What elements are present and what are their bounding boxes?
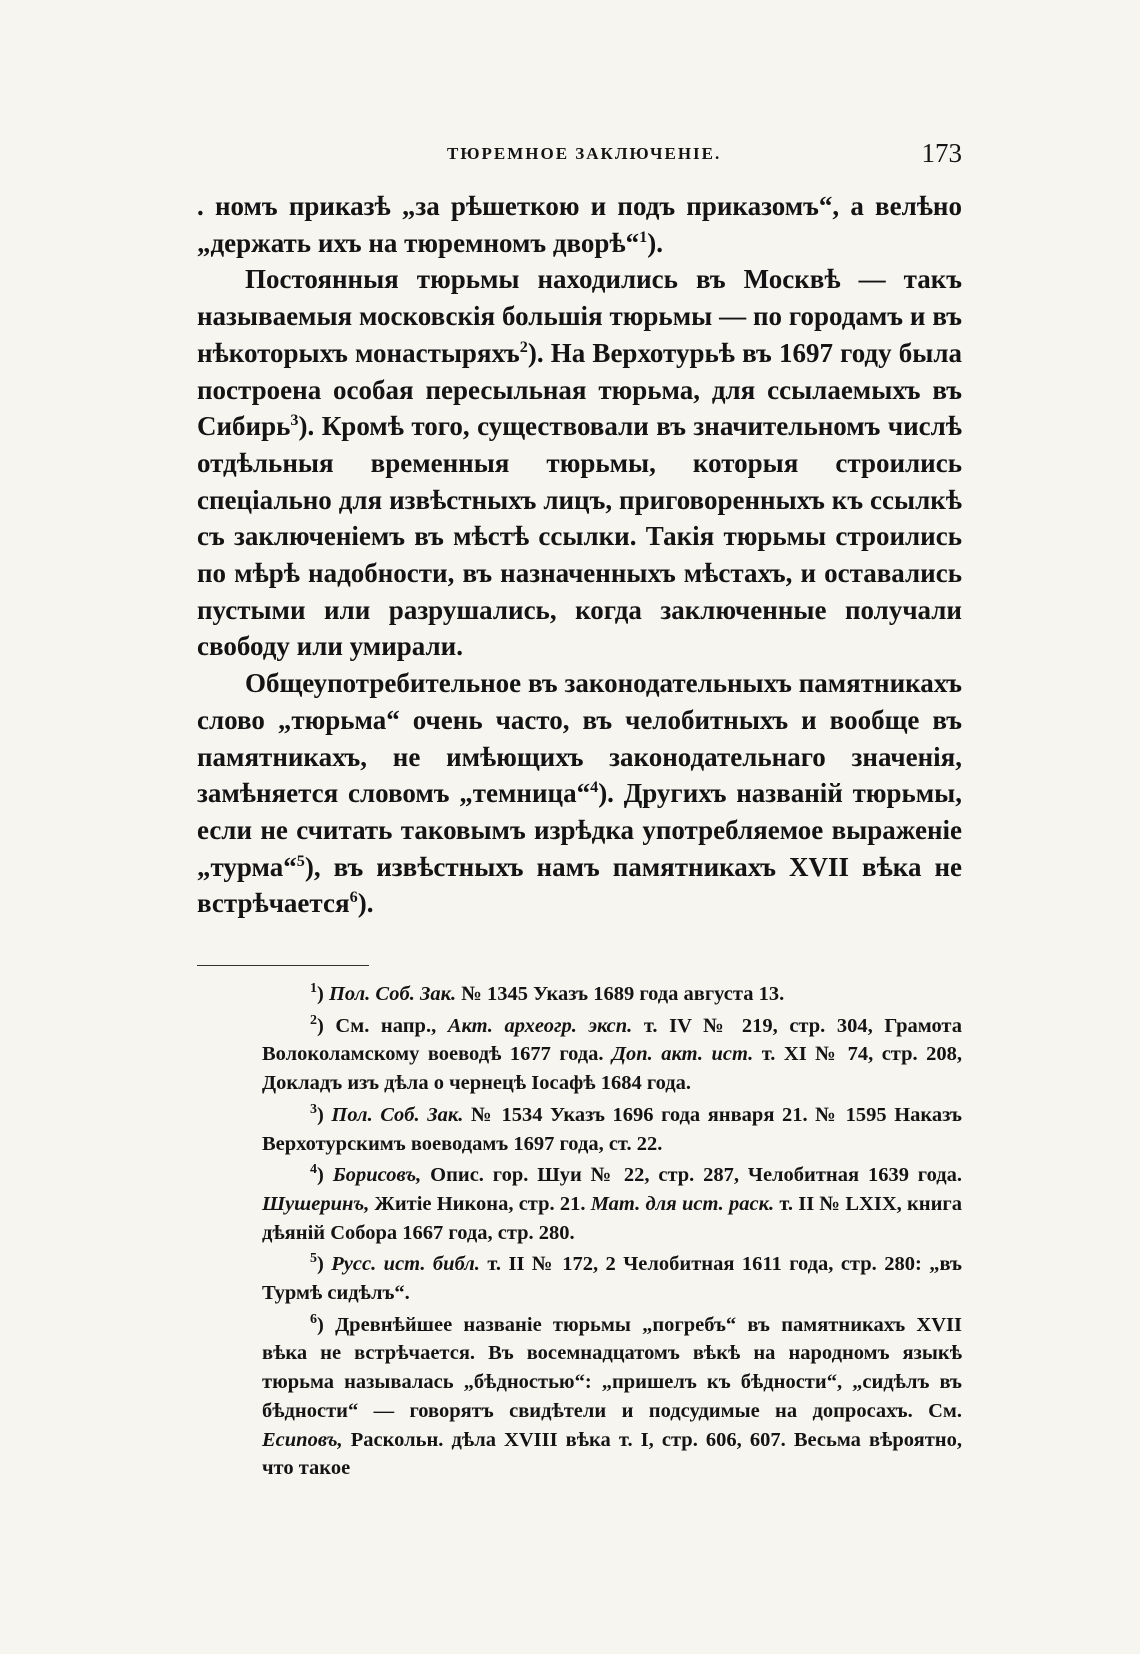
footnote-1: $^1$) Пол. Соб. Зак. № 1345 Указъ 1689 года августа 13. xyxy=(310,981,785,1005)
footnote-ref-4: 4 xyxy=(590,778,599,797)
footnote-6: $^6$) Древнѣйшее названіе тюрьмы „погребъ“ въ памятникахъ XVII вѣка не встрѣчается. Въ восемнадцатомъ вѣкѣ на народномъ языкѣ тюрьма называлась „бѣдностью“: „пришелъ къ бѣдности“, „сидѣлъ въ бѣдности“ — говорятъ свидѣтели и подсудимые на допросахъ. См. Есиповъ, Раскольн. дѣла XVIII вѣка т. I, стр. 606, 607. Весьма вѣроятно, что такое xyxy=(262,1311,962,1480)
footnote-divider xyxy=(197,965,369,966)
paragraph-2: Постоянныя тюрьмы находились въ Москвѣ — такъ называемыя московскія большія тюрьмы — по городамъ и въ нѣкоторыхъ монастыряхъ$^2$). На Верхотурьѣ въ 1697 году была построена особая пересыльная тюрьма, для ссылаемыхъ въ Сибирь$^3$). Кромѣ того, существовали въ значительномъ числѣ отдѣльныя временныя тюрьмы, которыя строились спеціально для извѣстныхъ лицъ, приговоренныхъ къ ссылкѣ съ заключеніемъ въ мѣстѣ ссылки. Такія тюрьмы строились по мѣрѣ надобности, въ назначенныхъ мѣстахъ, и оставались пустыми или разрушались, когда заключенные получали свободу или умирали. xyxy=(197,264,962,662)
page-header xyxy=(197,138,962,178)
body-text xyxy=(197,188,962,922)
footnote-4: $^4$) Борисовъ, Опис. гор. Шуи № 22, стр. 287, Челобитная 1639 года. Шушеринъ, Житіе Никона, стр. 21. Мат. для ист. раск. т. II № LXIX, книга дѣяній Собора 1667 года, стр. 280. xyxy=(262,1162,963,1244)
running-head: ТЮРЕМНОЕ ЗАКЛЮЧЕНІЕ. xyxy=(447,144,722,163)
footnote-3: $^3$) Пол. Соб. Зак. № 1534 Указъ 1696 года января 21. № 1595 Наказъ Верхотурскимъ воеводамъ 1697 года, ст. 22. xyxy=(262,1101,963,1155)
footnote-ref-3: 3 xyxy=(290,411,299,430)
paragraph-1: . номъ приказѣ „за рѣшеткою и подъ приказомъ“, а велѣно „держать ихъ на тюремномъ дворѣ“$^1$). xyxy=(197,191,962,258)
footnote-ref-2: 2 xyxy=(519,337,528,356)
footnotes xyxy=(262,980,962,1486)
footnote-5: $^5$) Русс. ист. библ. т. II № 172, 2 Челобитная 1611 года, стр. 280: „въ Турмѣ сидѣлъ“. xyxy=(262,1251,963,1305)
footnote-ref-5: 5 xyxy=(296,851,305,870)
page-number: 173 xyxy=(921,138,962,168)
paragraph-3: Общеупотребительное въ законодательныхъ памятникахъ слово „тюрьма“ очень часто, въ челобитныхъ и вообще въ памятникахъ, не имѣющихъ законодательнаго значенія, замѣняется словомъ „темница“$^4$). Другихъ названій тюрьмы, если не считать таковымъ изрѣдка употребляемое выраженіе „турма“$^5$), въ извѣстныхъ намъ памятникахъ XVII вѣка не встрѣчается$^6$). xyxy=(197,668,962,919)
footnote-ref-1: 1 xyxy=(639,227,648,246)
footnote-ref-6: 6 xyxy=(349,888,358,907)
footnote-2: $^2$) См. напр., Акт. археогр. эксп. т. IV № 219, стр. 304, Грамота Волоколамскому воеводѣ 1677 года. Доп. акт. ист. т. XI № 74, стр. 208, Докладъ изъ дѣла о чернецѣ Іосафѣ 1684 года. xyxy=(262,1012,963,1095)
